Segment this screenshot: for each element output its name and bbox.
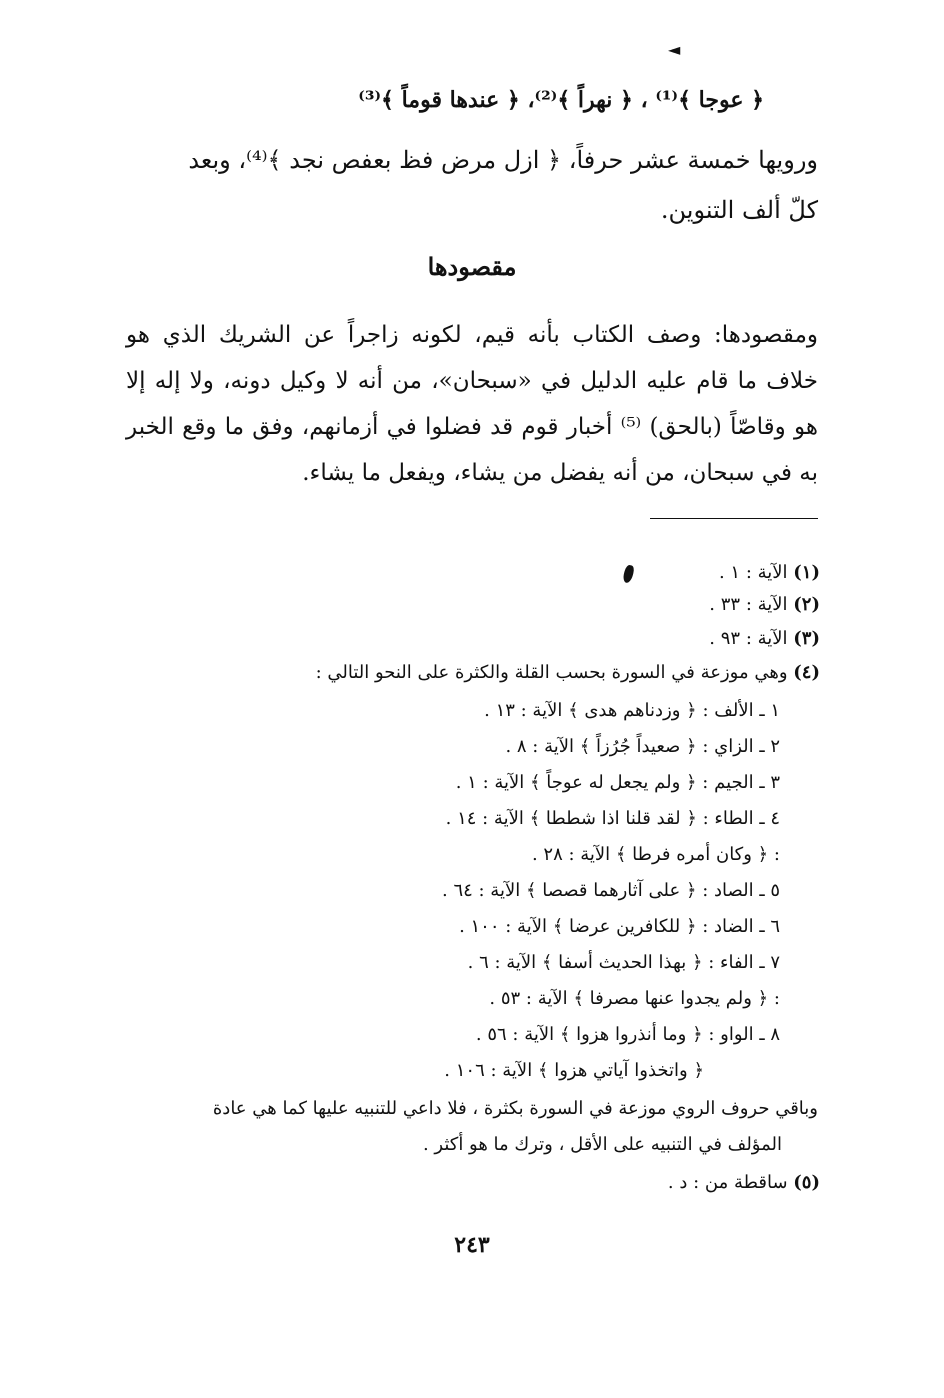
footnote-4-item: ٨ ـ الواو : ﴿ وما أنذروا هزوا ﴾ الآية : ٥٦ . bbox=[475, 1024, 780, 1045]
footnote-2: (٢) الآية : ٣٣ . bbox=[709, 594, 820, 615]
body-paragraph bbox=[126, 312, 818, 496]
footnote-3: (٣) الآية : ٩٣ . bbox=[709, 628, 820, 649]
footnote-4-note-line2: المؤلف في التنبيه على الأقل ، وترك ما هو أكثر . bbox=[422, 1134, 782, 1155]
footnote-4-item: ٧ ـ الفاء : ﴿ بهذا الحديث أسفا ﴾ الآية : ٦ . bbox=[467, 952, 780, 973]
footnote-4-item: ٥ ـ الصاد : ﴿ على آثارهما قصصا ﴾ الآية : ٦٤ . bbox=[441, 880, 780, 901]
footnote-4-note-line1: وباقي حروف الروي موزعة في السورة بكثرة ، فلا داعي للتنبيه عليها كما هي عادة bbox=[212, 1098, 818, 1119]
footnote-1: (١) الآية : ١ . bbox=[718, 562, 820, 583]
page-corner-mark: ◄ bbox=[668, 40, 681, 59]
footnote-4-item: ٣ ـ الجيم : ﴿ ولم يجعل له عوجاً ﴾ الآية : ١ . bbox=[455, 772, 780, 793]
ink-blot bbox=[622, 564, 635, 584]
body-line-3: كلّ ألف التنوين. bbox=[660, 196, 818, 224]
body-line-1: ﴿ عوجا ﴾⁽¹⁾ ، ﴿ نهراً ﴾⁽²⁾، ﴿ عندها قوماً ﴾⁽³⁾ bbox=[358, 87, 764, 113]
footnote-4-item: ٦ ـ الضاد : ﴿ للكافرين عرضا ﴾ الآية : ١٠٠ . bbox=[459, 916, 780, 937]
footnote-separator bbox=[650, 518, 818, 519]
footnote-4-item: : ﴿ ولم يجدوا عنها مصرفا ﴾ الآية : ٥٣ . bbox=[489, 988, 780, 1009]
footnote-5: (٥) ساقطة من : د . bbox=[667, 1172, 820, 1193]
footnote-4-item: ١ ـ الألف : ﴿ وزدناهم هدى ﴾ الآية : ١٣ . bbox=[484, 700, 780, 721]
footnote-4-item: ٢ ـ الزاي : ﴿ صعيداً جُرُزاً ﴾ الآية : ٨ . bbox=[505, 736, 780, 757]
footnote-4-item: ﴿ واتخذوا آياتي هزوا ﴾ الآية : ١٠٦ . bbox=[444, 1060, 704, 1081]
footnote-4-item: : ﴿ وكان أمره فرطا ﴾ الآية : ٢٨ . bbox=[531, 844, 780, 865]
footnote-4-item: ٤ ـ الطاء : ﴿ لقد قلنا اذا شططا ﴾ الآية : ١٤ . bbox=[445, 808, 780, 829]
body-line-2: ورويها خمسة عشر حرفاً، ﴿ ازل مرض فظ بعفص نجد ﴾⁽⁴⁾، وبعد bbox=[188, 146, 818, 174]
footnote-4: (٤) وهي موزعة في السورة بحسب القلة والكثرة على النحو التالي : bbox=[315, 662, 820, 683]
section-heading: مقصودها bbox=[427, 252, 517, 281]
paragraph-text: ومقصودها: وصف الكتاب بأنه قيم، لكونه زاجراً عن الشريك الذي هو خلاف ما قام عليه الدليل في «سبحان»، من أنه لا وكيل دونه، ولا إله إلا هو وقاصّاً (بالحق) ⁽⁵⁾ أخبار قوم قد فضلوا في أزمانهم، وفق ما وقع الخبر به في سبحان، من أنه يفضل من يشاء، ويفعل ما يشاء. bbox=[126, 322, 818, 486]
page-number: ٢٤٣ bbox=[454, 1232, 490, 1258]
